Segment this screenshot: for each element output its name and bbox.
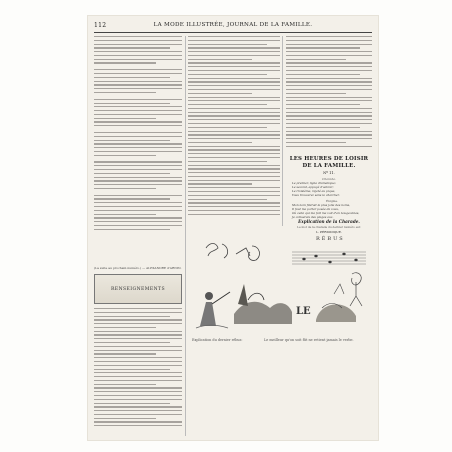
right-column-text [286, 36, 372, 154]
issue-number: Nº 11. [323, 171, 335, 175]
rebus-landscape [234, 284, 292, 324]
loisir-title-2: DE LA FAMILLE. [302, 163, 356, 169]
rebus-title: RÉBUS [316, 236, 345, 242]
rebus-hunter-figure [196, 292, 230, 328]
enigma-line: Mon nom finirait le plus jolie des noms, [292, 202, 350, 207]
serial-signoff: (La suite au prochain numéro.) — ALEXANDRE d'ARNIN. [94, 266, 182, 270]
charade-line: Le troisième, rejeté au pique, [292, 189, 336, 193]
charade-line: Le second, appuyé d'adorer; [292, 185, 334, 189]
explanation-answer: L. PÉRIODIQUE. [316, 230, 342, 234]
page-number: 112 [94, 21, 107, 29]
enigma-line: Où celui qui me fait me voit d'en bougeonnes, [292, 210, 360, 215]
rebus-caption-left: Explication du dernier rébus: [192, 338, 243, 342]
charade-line: Le premier, ligne dramatique; [292, 181, 336, 185]
renseignements-box [94, 274, 182, 304]
loisir-title-1: LES HEURES DE LOISIR [289, 156, 369, 162]
loisir-heading [286, 156, 372, 181]
renseignements-title: RENSEIGNEMENTS [110, 286, 166, 292]
middle-column-text [188, 36, 280, 226]
explanation-sub: Le mot de la charade du dernier numéro est: [297, 225, 361, 229]
charade-label: Charade. [322, 177, 336, 181]
charade-line: Vous trouverez sans le chercher. [292, 193, 340, 197]
page-header [94, 18, 372, 32]
enigma-line: Il faut me porter posée de vous, [292, 206, 339, 211]
rebus-ornament [206, 244, 259, 261]
enigma-line: Je cotiserais des plages aux. [292, 214, 334, 219]
rebus-caption-right: Le meilleur qu'on soit fût ne retient jamais le verbe. [264, 338, 354, 342]
journal-title: LA MODE ILLUSTRÉE, JOURNAL DE LA FAMILLE. [153, 22, 313, 28]
rebus-illustration [192, 234, 370, 336]
renseignements-text [94, 308, 182, 436]
column-divider [185, 36, 186, 436]
rebus-word-le: LE [296, 306, 311, 317]
enigma-label: Énigme. [325, 198, 339, 203]
rebus-music-staff [292, 252, 366, 264]
rebus-figure-right [350, 273, 362, 306]
left-column-text [94, 36, 182, 268]
column-divider [282, 36, 283, 226]
explanation-block [286, 219, 372, 234]
charade-text [292, 181, 372, 219]
explanation-title: Explication de la Charade. [298, 219, 360, 224]
journal-page [88, 16, 378, 440]
header-rule [94, 32, 372, 33]
rebus-mound [316, 284, 356, 322]
